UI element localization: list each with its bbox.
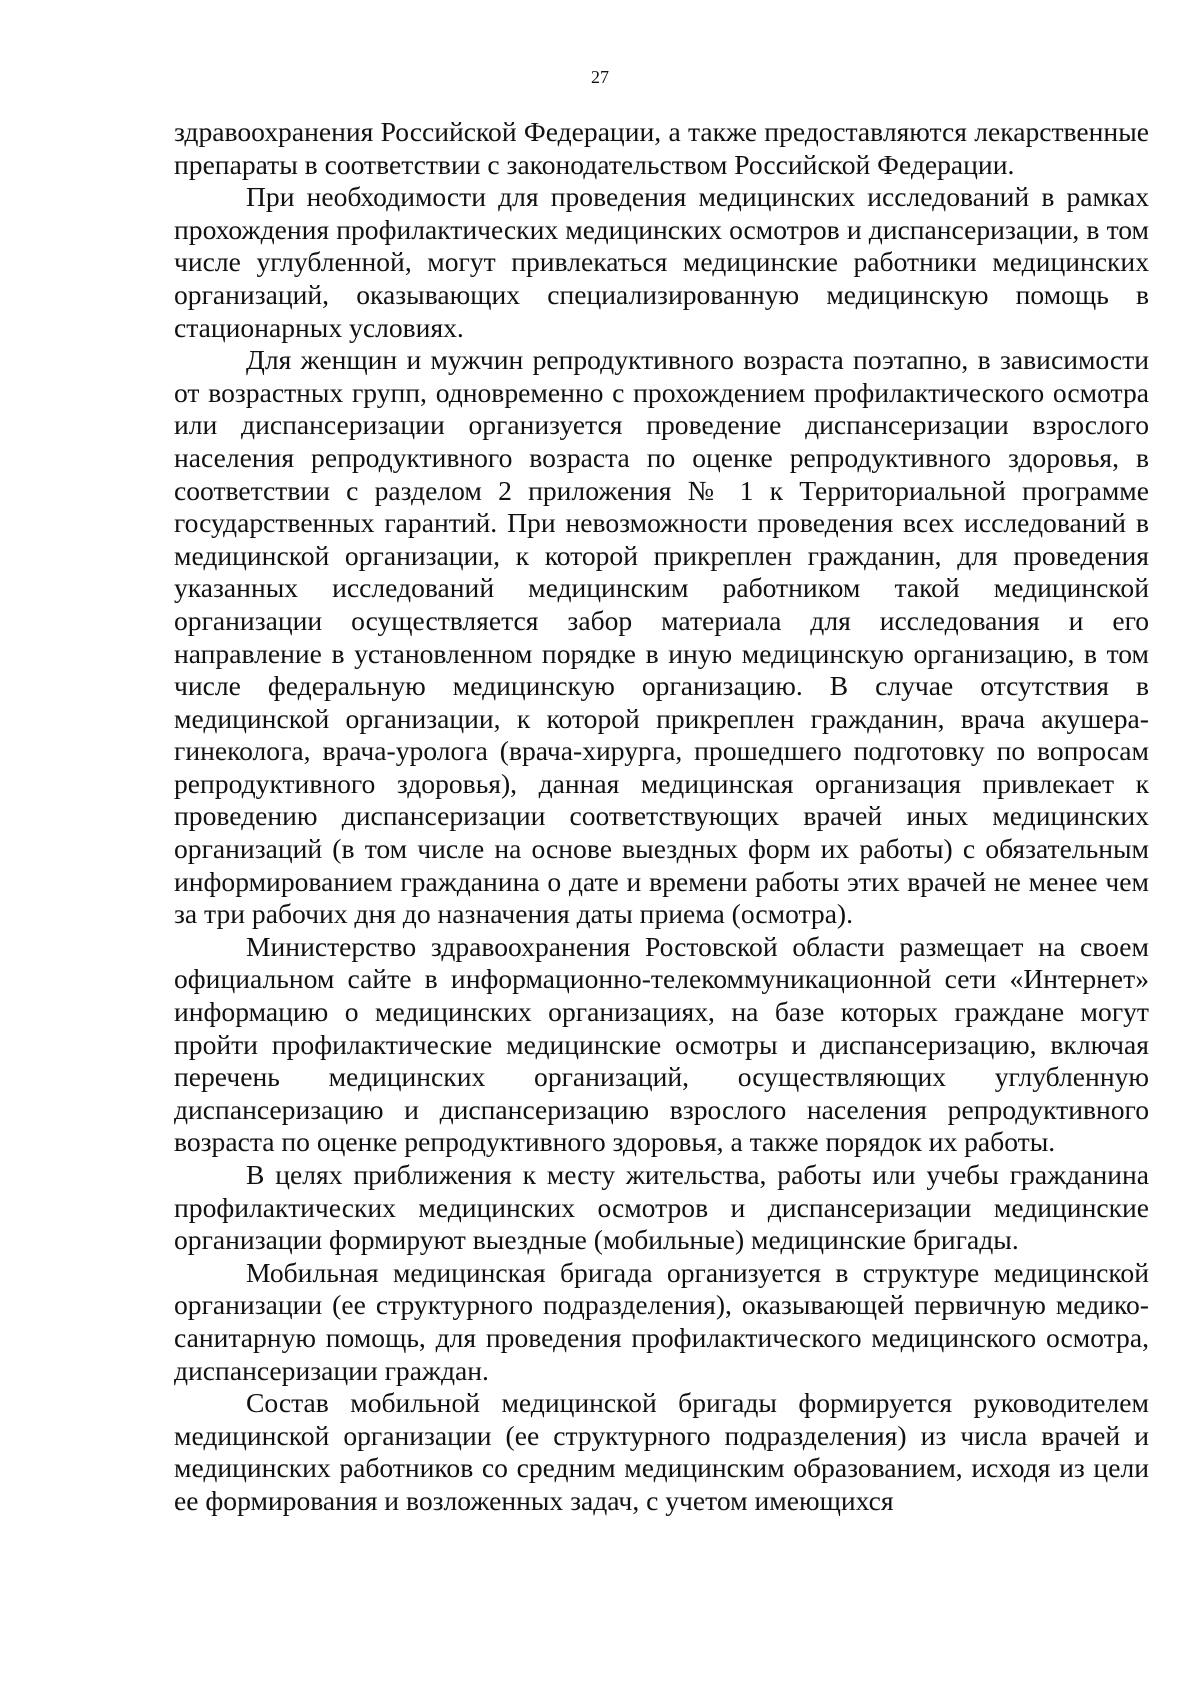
paragraph-mobile-team-organization: Мобильная медицинская бригада организуется в структуре медицинской организации (ее структурного подразделения), оказывающей первичную медико-санитарную помощь, для проведения профилактического медицинского осмотра, диспансеризации граждан. [174, 1256, 1149, 1386]
paragraph-continuation: здравоохранения Российской Федерации, а также предоставляются лекарственные препараты в соответствии с законодательством Российской Федерации. [174, 116, 1149, 180]
document-body [174, 116, 1149, 1518]
paragraph-mobile-teams-purpose: В целях приближения к месту жительства, работы или учебы гражданина профилактических медицинских осмотров и диспансеризации медицинские организации формируют выездные (мобильные) медицинские бригады. [174, 1159, 1149, 1256]
paragraph-reproductive-screening: Для женщин и мужчин репродуктивного возраста поэтапно, в зависимости от возрастных групп, одновременно с прохождением профилактического осмотра или диспансеризации организуется проведение диспансеризации взрослого населения репродуктивного возраста по оценке репродуктивного здоровья, в соответствии с разделом 2 приложения № 1 к Территориальной программе государственных гарантий. При невозможности проведения всех исследований в медицинской организации, к которой прикреплен гражданин, для проведения указанных исследований медицинским работником такой медицинской организации осуществляется забор материала для исследования и его направление в установленном порядке в иную медицинскую организацию, в том числе федеральную медицинскую организацию. В случае отсутствия в медицинской организации, к которой прикреплен гражданин, врача акушера-гинеколога, врача-уролога (врача-хирурга, прошедшего подготовку по вопросам репродуктивного здоровья), данная медицинская организация привлекает к проведению диспансеризации соответствующих врачей иных медицинских организаций (в том числе на основе выездных форм их работы) с обязательным информированием гражданина о дате и времени работы этих врачей не менее чем за три рабочих дня до назначения даты приема (осмотра). [174, 344, 1149, 930]
paragraph-research-staff: При необходимости для проведения медицинских исследований в рамках прохождения профилактических медицинских осмотров и диспансеризации, в том числе углубленной, могут привлекаться медицинские работники медицинских организаций, оказывающих специализированную медицинскую помощь в стационарных условиях. [174, 181, 1149, 343]
paragraph-mobile-team-composition: Состав мобильной медицинской бригады формируется руководителем медицинской организации (ее структурного подразделения) из числа врачей и медицинских работников со средним медицинским образованием, исходя из цели ее формирования и возложенных задач, с учетом имеющихся [174, 1387, 1149, 1516]
page-number: 27 [591, 67, 609, 87]
paragraph-ministry-website: Министерство здравоохранения Ростовской области размещает на своем официальном сайте в информационно-телекоммуникационной сети «Интернет» информацию о медицинских организациях, на базе которых граждане могут пройти профилактические медицинские осмотры и диспансеризацию, включая перечень медицинских организаций, осуществляющих углубленную диспансеризацию и диспансеризацию взрослого населения репродуктивного возраста по оценке репродуктивного здоровья, а также порядок их работы. [174, 930, 1149, 1158]
